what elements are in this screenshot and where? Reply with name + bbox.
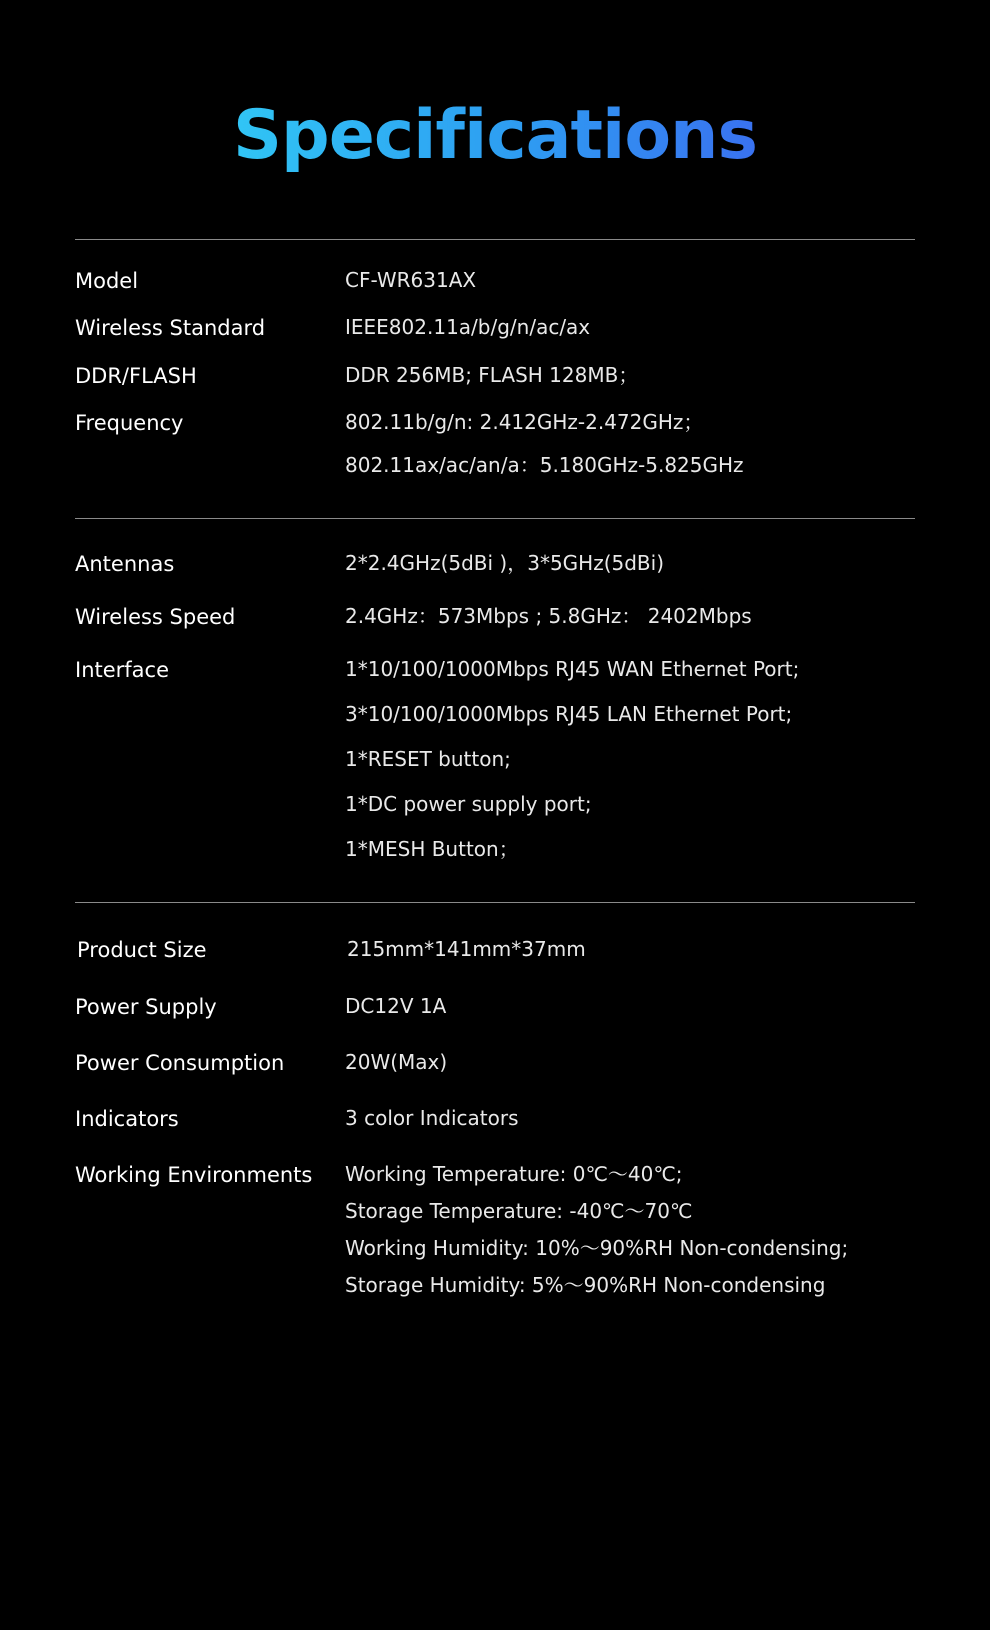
spec-value-line: 1*DC power supply port; <box>345 792 592 817</box>
spec-row <box>75 315 915 341</box>
spec-value-line: DC12V 1A <box>345 993 447 1018</box>
spec-row <box>75 551 915 577</box>
spec-value-line: DDR 256MB; FLASH 128MB； <box>345 362 639 387</box>
spec-value-line: Storage Humidity: 5%～90%RH Non-condensing <box>345 1273 826 1298</box>
spec-row <box>75 657 915 862</box>
spec-value <box>345 363 915 388</box>
spec-label: Interface <box>75 658 170 683</box>
spec-label: Wireless Speed <box>75 605 236 629</box>
spec-value-line: Storage Temperature: -40℃～70℃ <box>345 1199 693 1224</box>
spec-value <box>345 551 915 576</box>
spec-row <box>75 410 915 478</box>
spec-label: Indicators <box>75 1107 179 1131</box>
spec-row <box>75 1050 915 1076</box>
spec-label: Power Supply <box>75 994 217 1019</box>
spec-value-line: Working Temperature: 0℃～40℃; <box>345 1162 683 1187</box>
spec-value <box>345 268 915 293</box>
spec-value <box>345 1050 915 1075</box>
spec-value-line: Working Humidity: 10%～90%RH Non-condensing; <box>345 1236 849 1261</box>
spec-value <box>345 604 915 629</box>
spec-value-line: CF-WR631AX <box>345 268 477 292</box>
spec-value-line: 215mm*141mm*37mm <box>347 937 586 962</box>
spec-value <box>345 315 915 340</box>
spec-label: Power Consumption <box>75 1050 285 1075</box>
spec-label: Product Size <box>77 938 207 963</box>
spec-row <box>75 604 915 630</box>
spec-value-line: 2.4GHz：573Mbps ; 5.8GHz： 2402Mbps <box>345 604 752 628</box>
spec-value-line: 3 color Indicators <box>345 1106 519 1130</box>
spec-value-line: 3*10/100/1000Mbps RJ45 LAN Ethernet Port; <box>345 702 793 727</box>
spec-value <box>345 410 915 478</box>
spec-label: Wireless Standard <box>75 316 266 341</box>
spec-value-line: 1*MESH Button； <box>345 837 519 862</box>
spec-row <box>75 994 915 1020</box>
spec-row <box>75 1162 915 1298</box>
spec-value-line: 2*2.4GHz(5dBi )，3*5GHz(5dBi) <box>345 550 665 575</box>
spec-value <box>345 994 915 1019</box>
spec-value <box>345 1162 915 1298</box>
spec-row <box>75 268 915 294</box>
page-title: Specifications <box>0 0 990 175</box>
spec-value-line: 1*10/100/1000Mbps RJ45 WAN Ethernet Port; <box>345 657 800 682</box>
spec-value-line: 1*RESET button; <box>345 747 511 772</box>
spec-label: Antennas <box>75 551 175 576</box>
spec-row <box>75 937 915 963</box>
spec-section-2 <box>0 519 990 863</box>
spec-label: Model <box>75 269 139 293</box>
spec-label: Frequency <box>75 410 184 435</box>
spec-row <box>75 363 915 389</box>
spec-value <box>345 1106 915 1131</box>
spec-label: Working Environments <box>75 1163 313 1188</box>
spec-value-line: 802.11ax/ac/an/a：5.180GHz-5.825GHz <box>345 452 744 477</box>
spec-section-1 <box>0 240 990 478</box>
spec-value-line: 802.11b/g/n: 2.412GHz-2.472GHz； <box>345 409 704 434</box>
spec-row <box>75 1106 915 1132</box>
spec-label: DDR/FLASH <box>75 363 197 388</box>
spec-value-line: 20W(Max) <box>345 1049 448 1074</box>
spec-section-3 <box>0 903 990 1298</box>
spec-value <box>347 937 915 962</box>
spec-value <box>345 657 915 862</box>
spec-value-line: IEEE802.11a/b/g/n/ac/ax <box>345 315 591 340</box>
